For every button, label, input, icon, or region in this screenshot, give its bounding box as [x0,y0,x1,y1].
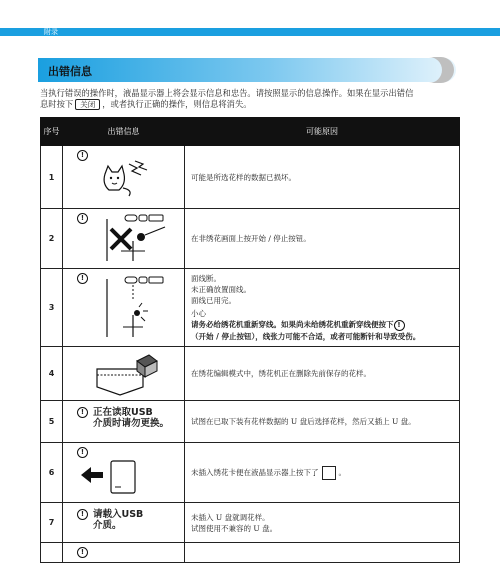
row-number: 2 [41,209,63,269]
error-display [63,269,185,347]
table-row [41,543,460,563]
damaged-data-cat-icon [99,160,149,198]
row-number: 7 [41,503,63,543]
table-row [41,269,460,347]
table-row [41,443,460,503]
card-memory-key-icon [322,466,336,480]
cause-cell: 未插入绣花卡便在液晶显示器上按下了 。 [185,443,460,503]
cause-line: 试图使用不兼容的 U 盘。 [191,523,278,533]
caution-text: 请务必给绣花机重新穿线。如果尚未给绣花机重新穿线便按下 ! （开始 / 停止按钮），线张力可能不合适，或者可能断针和导致受伤。 [191,320,421,341]
cause-cell [185,503,460,543]
cause-text: 试图在已取下装有花样数据的 U 盘后选择花样，然后又插上 U 盘。 [185,401,460,443]
cause-text: 在非绣花画面上按开始 / 停止按钮。 [185,209,460,269]
row-number: 3 [41,269,63,347]
error-table [40,117,460,563]
table-row [41,347,460,401]
caution-title: 小心 [191,309,206,319]
cause-line: 未正确放置面线。 [191,285,251,295]
start-stop-icon: ! [394,320,405,331]
insert-card-icon [79,459,159,499]
cause-cell [185,269,460,347]
close-key-label: 关闭 [75,99,100,110]
delete-pattern-pocket-icon [93,351,163,397]
table-row [41,503,460,543]
cause-text: 可能是所选花样的数据已损坏。 [185,146,460,209]
error-message: ! 正在读取USB 介质时请勿更换。 [77,407,169,429]
title-bar [38,58,456,82]
error-display [63,443,185,503]
cause-text: 在绣花编辑模式中，绣花机正在删除先前保存的花样。 [185,347,460,401]
header-num: 序号 [41,118,63,146]
error-display [63,209,185,269]
row-number: 1 [41,146,63,209]
row-number: 5 [41,401,63,443]
thread-broken-icon [93,271,183,345]
page-title: 出错信息 [48,65,92,78]
table-row [41,209,460,269]
warning-icon: ! [77,547,88,558]
row-number: 4 [41,347,63,401]
start-stop-prohibited-icon [93,211,183,267]
header-msg: 出错信息 [63,118,185,146]
warning-icon: ! [77,509,88,520]
intro-paragraph: 当执行错误的操作时，液晶显示器上将会显示信息和忠告。请按照显示的信息操作。如果在显示出错信 息时按下 关闭 ，或者执行正确的操作，则信息将消失。 [40,88,414,109]
warning-icon: ! [77,447,88,458]
error-display [63,543,185,563]
section-label: 附录 [44,28,58,36]
error-display [63,146,185,209]
table-row [41,401,460,443]
error-display [63,503,185,543]
warning-icon: ! [77,150,88,161]
cause-line: 面线已用完。 [191,296,236,306]
error-display [63,347,185,401]
header-bar [0,28,500,36]
warning-icon: ! [77,273,88,284]
title-cap-decoration [427,57,456,83]
row-number: 6 [41,443,63,503]
error-message: ! 请载入USB 介质。 [77,509,143,531]
table-row [41,146,460,209]
cause-line: 面线断。 [191,274,221,284]
header-cause: 可能原因 [185,118,460,146]
cause-line: 未插入 U 盘就调花样。 [191,512,270,522]
warning-icon: ! [77,213,88,224]
error-display [63,401,185,443]
warning-icon: ! [77,407,88,418]
